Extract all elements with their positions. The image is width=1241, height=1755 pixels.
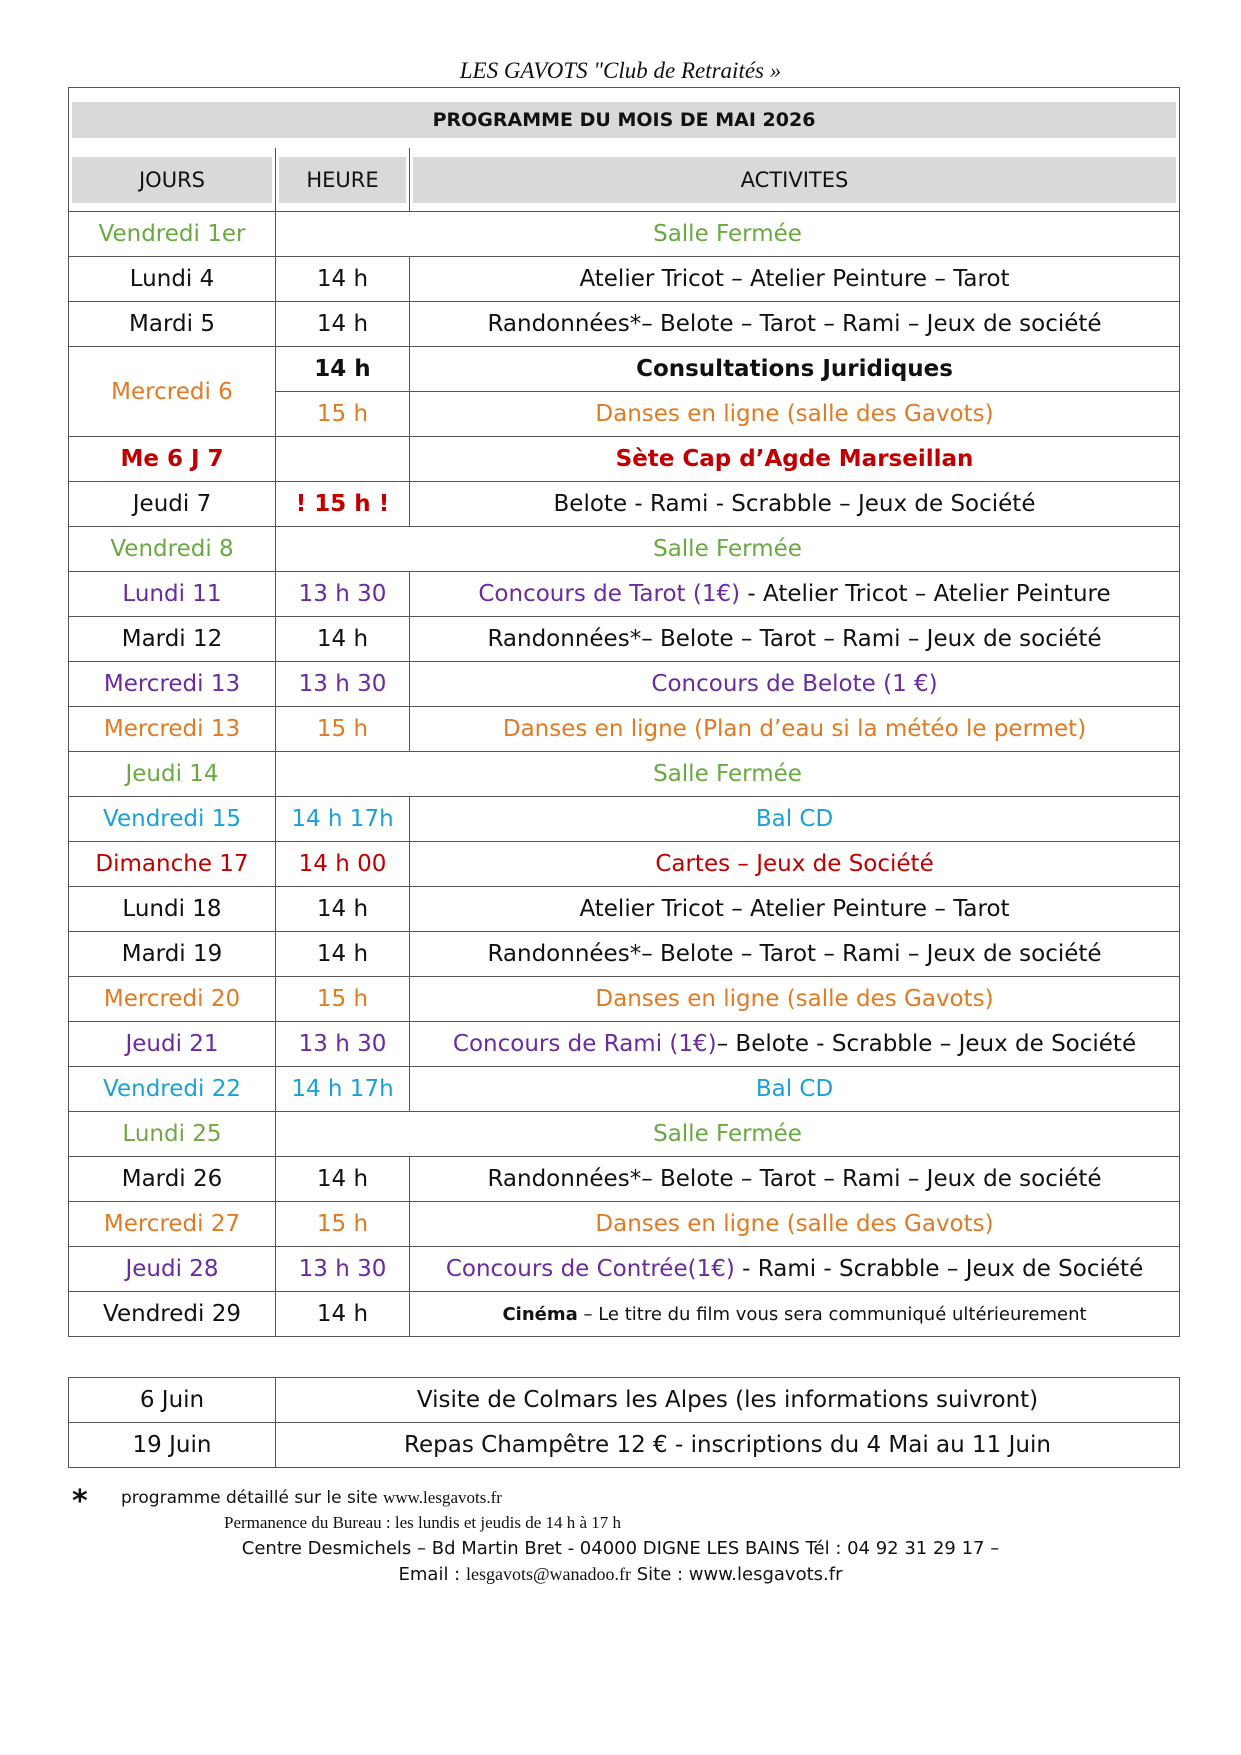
activity-cell <box>410 302 1180 347</box>
schedule-row <box>69 662 1180 707</box>
schedule-row <box>69 257 1180 302</box>
activity-cell <box>410 1022 1180 1067</box>
activity-cell <box>410 887 1180 932</box>
activity-text: – Belote - Scrabble – Jeux de Société <box>716 1031 1137 1057</box>
office-hours: Permanence du Bureau : les lundis et jeudis de 14 h à 17 h <box>224 1513 622 1532</box>
schedule-row <box>69 437 1180 482</box>
time-cell: 15 h <box>276 392 410 437</box>
time-cell: 14 h <box>276 617 410 662</box>
activity-text: Salle Fermée <box>653 761 802 787</box>
activity-cell <box>410 932 1180 977</box>
activity-cell <box>410 1247 1180 1292</box>
schedule-row <box>69 707 1180 752</box>
schedule-row <box>69 1022 1180 1067</box>
time-cell: ! 15 h ! <box>276 482 410 527</box>
schedule-row <box>69 977 1180 1022</box>
activity-text: Salle Fermée <box>653 536 802 562</box>
day-cell: Vendredi 8 <box>69 527 276 572</box>
activity-cell <box>410 707 1180 752</box>
activity-text: Concours de Tarot (1€) <box>478 581 741 607</box>
activity-text: Danses en ligne (salle des Gavots) <box>595 1211 994 1237</box>
time-cell: 13 h 30 <box>276 1247 410 1292</box>
day-cell: Mardi 19 <box>69 932 276 977</box>
day-cell: Vendredi 29 <box>69 1292 276 1337</box>
schedule-row <box>69 347 1180 392</box>
column-header-jours-cell <box>69 148 276 212</box>
email-label: Email : <box>398 1564 466 1585</box>
time-cell: 14 h <box>276 932 410 977</box>
activity-text: Danses en ligne (salle des Gavots) <box>595 986 994 1012</box>
day-cell: Jeudi 14 <box>69 752 276 797</box>
day-cell: Jeudi 28 <box>69 1247 276 1292</box>
time-cell: 14 h <box>276 257 410 302</box>
activity-text: Cinéma <box>502 1303 578 1325</box>
day-cell: Lundi 25 <box>69 1112 276 1157</box>
time-cell: 13 h 30 <box>276 572 410 617</box>
column-header-heure-cell <box>276 148 410 212</box>
activity-cell <box>276 1112 1180 1157</box>
day-cell: Mercredi 27 <box>69 1202 276 1247</box>
activity-cell <box>410 1292 1180 1337</box>
time-cell: 14 h 00 <box>276 842 410 887</box>
activity-cell <box>410 842 1180 887</box>
event-description: Repas Champêtre 12 € - inscriptions du 4 Mai au 11 Juin <box>276 1423 1180 1468</box>
schedule-row <box>69 797 1180 842</box>
program-title-cell <box>69 88 1180 149</box>
activity-text: Bal CD <box>755 1076 834 1102</box>
time-cell: 14 h <box>276 1157 410 1202</box>
event-date: 19 Juin <box>69 1423 276 1468</box>
activity-cell <box>410 347 1180 392</box>
activity-text: Danses en ligne (salle des Gavots) <box>595 401 994 427</box>
time-cell: 14 h <box>276 347 410 392</box>
footnote-site-link[interactable]: www.lesgavots.fr <box>383 1488 502 1507</box>
activity-text: – Le titre du film vous sera communiqué ultérieurement <box>577 1303 1087 1325</box>
schedule-row <box>69 572 1180 617</box>
site-link[interactable]: Site : www.lesgavots.fr <box>631 1564 843 1585</box>
activity-text: - Rami - Scrabble – Jeux de Société <box>734 1256 1144 1282</box>
activity-cell <box>276 212 1180 257</box>
activity-cell <box>410 977 1180 1022</box>
day-cell: Me 6 J 7 <box>69 437 276 482</box>
activity-cell <box>410 257 1180 302</box>
activity-cell <box>410 392 1180 437</box>
schedule-row <box>69 1067 1180 1112</box>
program-title: PROGRAMME DU MOIS DE MAI 2026 <box>72 102 1176 138</box>
footnote-star: * <box>72 1484 88 1519</box>
schedule-row <box>69 1247 1180 1292</box>
schedule-row <box>69 482 1180 527</box>
email-link[interactable]: lesgavots@wanadoo.fr <box>465 1564 631 1584</box>
day-cell: Vendredi 22 <box>69 1067 276 1112</box>
activity-text: - Atelier Tricot – Atelier Peinture <box>740 581 1111 607</box>
activity-cell <box>410 1157 1180 1202</box>
program-table <box>68 87 1180 1337</box>
day-cell: Mercredi 6 <box>69 347 276 437</box>
schedule-row <box>69 887 1180 932</box>
schedule-row <box>69 932 1180 977</box>
event-description: Visite de Colmars les Alpes (les informations suivront) <box>276 1378 1180 1423</box>
day-cell: Vendredi 15 <box>69 797 276 842</box>
day-cell: Lundi 18 <box>69 887 276 932</box>
time-cell: 14 h 17h <box>276 1067 410 1112</box>
time-cell: 13 h 30 <box>276 1022 410 1067</box>
time-cell: 14 h 17h <box>276 797 410 842</box>
activity-text: Salle Fermée <box>653 221 802 247</box>
activity-text: Cartes – Jeux de Société <box>655 851 934 877</box>
activity-cell <box>276 752 1180 797</box>
activity-cell <box>410 1202 1180 1247</box>
column-header-activites-cell <box>410 148 1180 212</box>
day-cell: Jeudi 7 <box>69 482 276 527</box>
time-cell: 14 h <box>276 887 410 932</box>
activity-text: Consultations Juridiques <box>636 356 953 382</box>
schedule-row <box>69 1157 1180 1202</box>
day-cell: Mercredi 13 <box>69 707 276 752</box>
footnote-site-prefix: programme détaillé sur le site <box>121 1488 384 1508</box>
activity-text: Salle Fermée <box>653 1121 802 1147</box>
day-cell: Mercredi 20 <box>69 977 276 1022</box>
upcoming-events-table <box>68 1377 1180 1468</box>
time-cell: 15 h <box>276 707 410 752</box>
activity-text: Bal CD <box>755 806 834 832</box>
day-cell: Mardi 5 <box>69 302 276 347</box>
activity-cell <box>410 437 1180 482</box>
activity-cell <box>410 617 1180 662</box>
activity-text: Randonnées*– Belote – Tarot – Rami – Jeux de société <box>487 311 1102 337</box>
activity-text: Danses en ligne (Plan d’eau si la météo le permet) <box>502 716 1087 742</box>
time-cell: 13 h 30 <box>276 662 410 707</box>
column-header-heure: HEURE <box>279 157 406 203</box>
schedule-row <box>69 212 1180 257</box>
activity-cell <box>410 572 1180 617</box>
activity-text: Atelier Tricot – Atelier Peinture – Tarot <box>579 896 1010 922</box>
activity-cell <box>410 797 1180 842</box>
column-header-activites: ACTIVITES <box>413 157 1176 203</box>
schedule-row <box>69 842 1180 887</box>
time-cell: 14 h <box>276 302 410 347</box>
activity-text: Belote - Rami - Scrabble – Jeux de Société <box>553 491 1036 517</box>
activity-text: Randonnées*– Belote – Tarot – Rami – Jeux de société <box>487 941 1102 967</box>
time-cell: 15 h <box>276 1202 410 1247</box>
event-date: 6 Juin <box>69 1378 276 1423</box>
activity-text: Concours de Rami (1€) <box>452 1031 717 1057</box>
event-row <box>69 1378 1180 1423</box>
schedule-row <box>69 1292 1180 1337</box>
footnote-site-line <box>121 1488 502 1508</box>
time-cell <box>276 437 410 482</box>
contact-line <box>0 1564 1241 1585</box>
day-cell: Lundi 4 <box>69 257 276 302</box>
activity-text: Concours de Contrée(1€) <box>445 1256 735 1282</box>
activity-cell <box>276 527 1180 572</box>
day-cell: Dimanche 17 <box>69 842 276 887</box>
schedule-row <box>69 752 1180 797</box>
day-cell: Mardi 12 <box>69 617 276 662</box>
day-cell: Vendredi 1er <box>69 212 276 257</box>
activity-text: Concours de Belote (1 €) <box>651 671 938 697</box>
day-cell: Mardi 26 <box>69 1157 276 1202</box>
day-cell: Mercredi 13 <box>69 662 276 707</box>
schedule-row <box>69 527 1180 572</box>
time-cell: 14 h <box>276 1292 410 1337</box>
schedule-row <box>69 1202 1180 1247</box>
activity-cell <box>410 1067 1180 1112</box>
day-cell: Jeudi 21 <box>69 1022 276 1067</box>
schedule-row <box>69 1112 1180 1157</box>
activity-text: Randonnées*– Belote – Tarot – Rami – Jeux de société <box>487 626 1102 652</box>
activity-cell <box>410 482 1180 527</box>
address-line: Centre Desmichels – Bd Martin Bret - 04000 DIGNE LES BAINS Tél : 04 92 31 29 17 – <box>241 1538 1000 1559</box>
document-title: LES GAVOTS "Club de Retraités » <box>459 58 782 83</box>
event-row <box>69 1423 1180 1468</box>
schedule-row <box>69 617 1180 662</box>
activity-text: Atelier Tricot – Atelier Peinture – Tarot <box>579 266 1010 292</box>
activity-text: Sète Cap d’Agde Marseillan <box>615 446 974 472</box>
activity-cell <box>410 662 1180 707</box>
time-cell: 15 h <box>276 977 410 1022</box>
schedule-row <box>69 302 1180 347</box>
activity-text: Randonnées*– Belote – Tarot – Rami – Jeux de société <box>487 1166 1102 1192</box>
day-cell: Lundi 11 <box>69 572 276 617</box>
column-header-jours: JOURS <box>72 157 272 203</box>
